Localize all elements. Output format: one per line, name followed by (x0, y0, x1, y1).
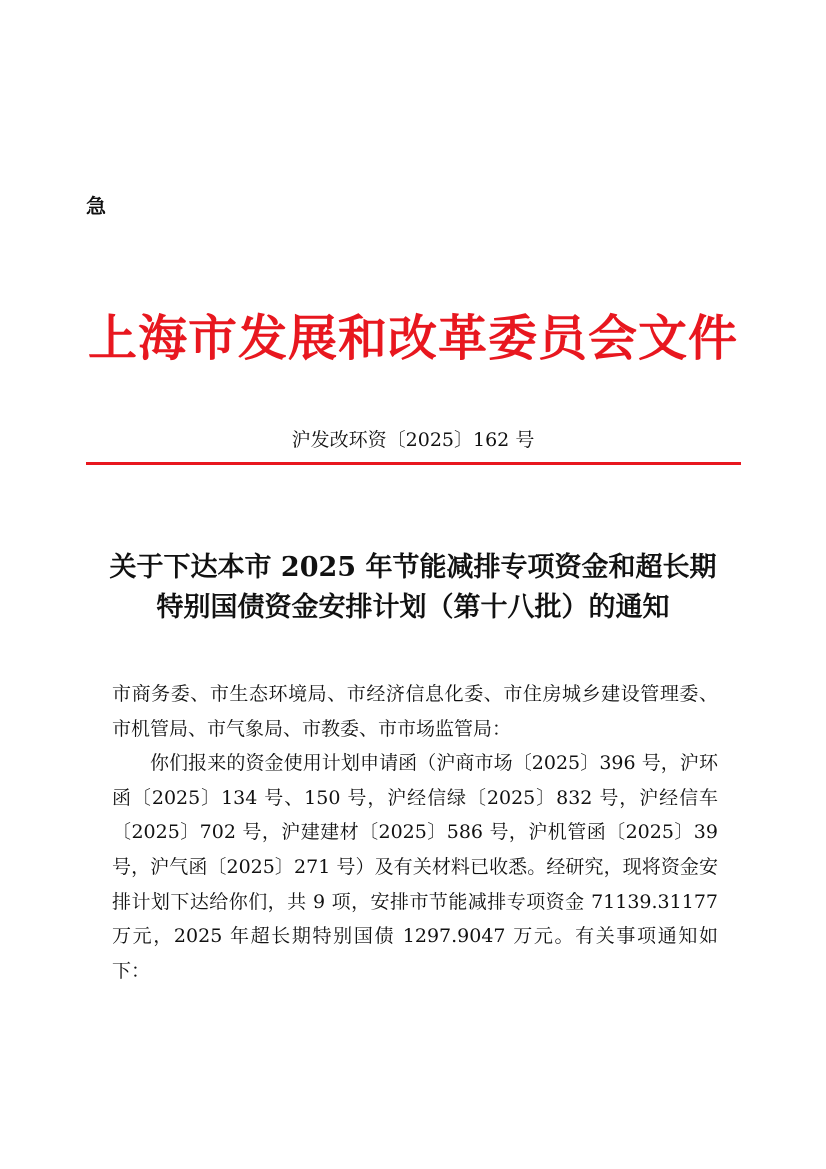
document-number: 沪发改环资〔2025〕162 号 (291, 429, 535, 451)
document-title (60, 548, 766, 628)
red-divider-line (86, 462, 741, 465)
body-paragraph-1: 你们报来的资金使用计划申请函（沪商市场〔2025〕396 号，沪环函〔2025〕134 号、150 号，沪经信绿〔2025〕832 号，沪经信车〔2025〕702 号，沪建建材〔2025〕586 号，沪机管函〔2025〕39 号，沪气函〔2025〕271 号）及有关材料已收悉。经研究，现将资金安排计划下达给你们，共 9 项，安排市节能减排专项资金 71139.31177 万元，2025 年超长期特别国债 1297.9047 万元。有关事项通知如下： (112, 752, 718, 982)
urgency-mark: 急 (86, 194, 106, 218)
issuer-masthead: 上海市发展和改革委员会文件 (87, 309, 738, 367)
document-body (112, 677, 718, 988)
title-line-2: 特别国债资金安排计划（第十八批）的通知 (156, 592, 670, 623)
title-line-1: 关于下达本市 2025 年节能减排专项资金和超长期 (109, 552, 717, 583)
recipients-paragraph: 市商务委、市生态环境局、市经济信息化委、市住房城乡建设管理委、市机管局、市气象局、市教委、市市场监管局： (112, 683, 718, 740)
